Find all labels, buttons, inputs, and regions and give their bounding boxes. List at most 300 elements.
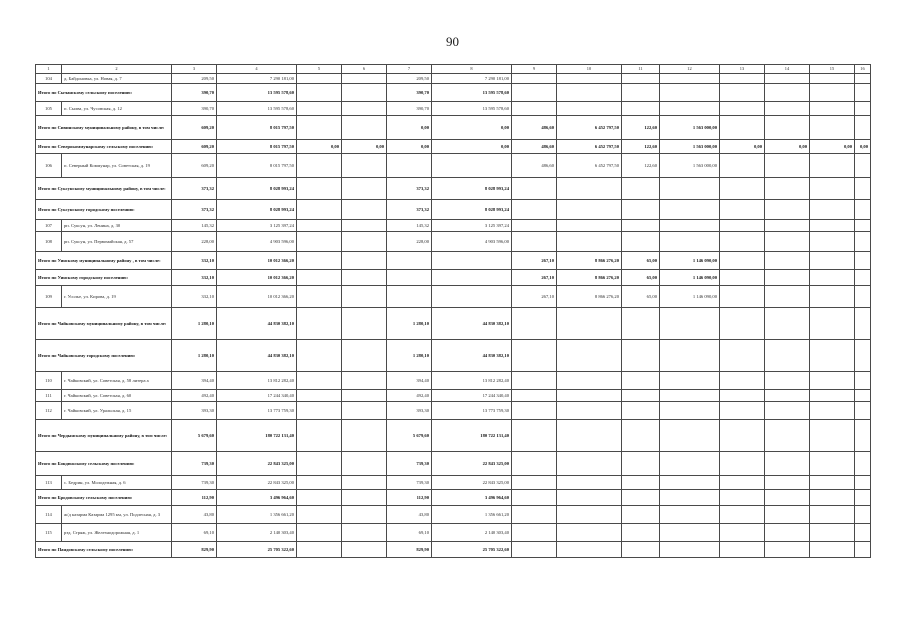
value-cell (512, 402, 557, 420)
subtotal-value-cell: 0,00 (810, 140, 855, 154)
subtotal-value-cell (660, 308, 720, 340)
row-number-cell: 115 (36, 524, 62, 542)
value-cell (810, 506, 855, 524)
value-cell (512, 390, 557, 402)
subtotal-value-cell (765, 452, 810, 476)
value-cell (660, 524, 720, 542)
subtotal-value-cell (855, 252, 871, 270)
subtotal-row (36, 452, 871, 476)
value-cell (342, 102, 387, 116)
subtotal-value-cell (810, 452, 855, 476)
value-cell (512, 74, 557, 84)
subtotal-value-cell (855, 308, 871, 340)
subtotal-value-cell: 13 595 578,60 (217, 84, 297, 102)
value-cell (720, 102, 765, 116)
subtotal-value-cell (660, 420, 720, 452)
subtotal-value-cell (765, 116, 810, 140)
column-number-row (36, 65, 871, 74)
row-number-cell: 112 (36, 402, 62, 420)
subtotal-value-cell: 829,90 (387, 542, 432, 558)
column-number-cell: 12 (660, 65, 720, 74)
page-number: 90 (446, 34, 459, 49)
value-cell (557, 524, 622, 542)
subtotal-value-cell: 0,00 (765, 140, 810, 154)
value-cell: 6 452 797,50 (557, 154, 622, 178)
value-cell (297, 286, 342, 308)
subtotal-value-cell: 332,10 (172, 252, 217, 270)
subtotal-value-cell (660, 452, 720, 476)
value-cell (342, 506, 387, 524)
value-cell (557, 102, 622, 116)
value-cell (297, 476, 342, 490)
table-row (36, 154, 871, 178)
subtotal-value-cell (720, 84, 765, 102)
value-cell (557, 476, 622, 490)
value-cell (810, 154, 855, 178)
value-cell (297, 102, 342, 116)
value-cell: 390,70 (387, 102, 432, 116)
subtotal-value-cell: 180 722 131,40 (217, 420, 297, 452)
subtotal-value-cell: 112,90 (172, 490, 217, 506)
value-cell (297, 74, 342, 84)
subtotal-value-cell (622, 452, 660, 476)
value-cell: 145,32 (387, 220, 432, 232)
value-cell (765, 102, 810, 116)
subtotal-value-cell (855, 452, 871, 476)
subtotal-value-cell: 22 843 325,00 (217, 452, 297, 476)
row-number-cell: 111 (36, 390, 62, 402)
subtotal-value-cell (810, 200, 855, 220)
value-cell (855, 476, 871, 490)
value-cell (720, 154, 765, 178)
value-cell (720, 524, 765, 542)
subtotal-value-cell (810, 116, 855, 140)
column-number-cell: 6 (342, 65, 387, 74)
value-cell (622, 506, 660, 524)
table-body (36, 65, 871, 558)
value-cell (622, 102, 660, 116)
subtotal-row (36, 116, 871, 140)
value-cell (855, 372, 871, 390)
subtotal-value-cell (765, 542, 810, 558)
subtotal-value-cell (297, 84, 342, 102)
subtotal-value-cell (810, 542, 855, 558)
value-cell: 13 595 578,60 (217, 102, 297, 116)
value-cell: 8 015 797,50 (217, 154, 297, 178)
value-cell (342, 74, 387, 84)
subtotal-value-cell: 3 496 964,60 (217, 490, 297, 506)
subtotal-row (36, 140, 871, 154)
value-cell: 4 903 596,00 (432, 232, 512, 252)
subtotal-value-cell (622, 200, 660, 220)
subtotal-row (36, 308, 871, 340)
subtotal-value-cell (342, 420, 387, 452)
column-number-cell: 11 (622, 65, 660, 74)
subtotal-value-cell (342, 252, 387, 270)
value-cell (512, 506, 557, 524)
subtotal-value-cell (855, 116, 871, 140)
register-table (35, 64, 871, 558)
value-cell: 609,20 (172, 154, 217, 178)
subtotal-row (36, 178, 871, 200)
row-number-cell: 105 (36, 102, 62, 116)
subtotal-value-cell: 8 015 797,50 (217, 140, 297, 154)
value-cell (432, 154, 512, 178)
value-cell: 394,40 (172, 372, 217, 390)
subtotal-value-cell (622, 542, 660, 558)
value-cell (622, 524, 660, 542)
row-number-cell: 107 (36, 220, 62, 232)
subtotal-value-cell: 1 563 000,00 (660, 116, 720, 140)
subtotal-label: Итого по Чайковскому городскому поселению: (36, 340, 172, 372)
value-cell (660, 74, 720, 84)
address-cell: с. Бедрин, ул. Молодежная, д. 6 (62, 476, 172, 490)
value-cell (720, 506, 765, 524)
subtotal-value-cell (342, 340, 387, 372)
subtotal-value-cell: 13 595 578,60 (432, 84, 512, 102)
subtotal-value-cell (512, 308, 557, 340)
address-cell: п. Северный Коммунар, ул. Советская, д. 19 (62, 154, 172, 178)
subtotal-value-cell (342, 200, 387, 220)
subtotal-value-cell (720, 252, 765, 270)
value-cell (810, 286, 855, 308)
value-cell (622, 476, 660, 490)
value-cell (720, 220, 765, 232)
value-cell (342, 154, 387, 178)
value-cell: 43,80 (387, 506, 432, 524)
value-cell (342, 524, 387, 542)
subtotal-value-cell: 122,60 (622, 140, 660, 154)
value-cell (512, 524, 557, 542)
subtotal-value-cell: 0,00 (432, 116, 512, 140)
value-cell (720, 476, 765, 490)
subtotal-value-cell (660, 490, 720, 506)
value-cell (660, 402, 720, 420)
value-cell (720, 390, 765, 402)
subtotal-value-cell: 829,90 (172, 542, 217, 558)
subtotal-value-cell (387, 270, 432, 286)
subtotal-row (36, 252, 871, 270)
value-cell: 739,30 (387, 476, 432, 490)
subtotal-label: Итого по Чердынскому муниципальному району, в том числе: (36, 420, 172, 452)
subtotal-value-cell (810, 84, 855, 102)
value-cell (660, 232, 720, 252)
value-cell (855, 154, 871, 178)
subtotal-value-cell (342, 308, 387, 340)
value-cell (297, 390, 342, 402)
subtotal-value-cell (297, 252, 342, 270)
subtotal-value-cell: 267,10 (512, 270, 557, 286)
subtotal-value-cell (855, 420, 871, 452)
subtotal-value-cell (557, 542, 622, 558)
value-cell: 1 356 661,20 (432, 506, 512, 524)
subtotal-value-cell (622, 420, 660, 452)
subtotal-value-cell: 1 146 090,00 (660, 270, 720, 286)
subtotal-value-cell: 0,00 (855, 140, 871, 154)
row-number-cell: 110 (36, 372, 62, 390)
subtotal-value-cell (765, 270, 810, 286)
subtotal-value-cell (512, 200, 557, 220)
subtotal-value-cell: 739,30 (172, 452, 217, 476)
subtotal-value-cell (557, 84, 622, 102)
value-cell (297, 402, 342, 420)
address-cell: д. Байдоновка, ул. Новая, д. 7 (62, 74, 172, 84)
subtotal-value-cell (432, 270, 512, 286)
value-cell (765, 154, 810, 178)
value-cell: 2 140 303,40 (432, 524, 512, 542)
table-row (36, 390, 871, 402)
subtotal-value-cell (342, 270, 387, 286)
subtotal-value-cell: 180 722 131,40 (432, 420, 512, 452)
subtotal-value-cell: 0,00 (387, 140, 432, 154)
address-cell: ж/д казарма Казарма 1295 км, ул. Подлесная, д. 3 (62, 506, 172, 524)
value-cell: 394,40 (387, 372, 432, 390)
subtotal-value-cell: 5 679,60 (172, 420, 217, 452)
subtotal-value-cell (342, 84, 387, 102)
subtotal-label: Итого по Суксунскому муниципальному району, в том числе: (36, 178, 172, 200)
value-cell (622, 402, 660, 420)
subtotal-label: Итого по Уинскому городскому поселению: (36, 270, 172, 286)
value-cell: 17 244 340,40 (432, 390, 512, 402)
value-cell: 267,10 (512, 286, 557, 308)
subtotal-label: Итого по Уинскому муниципальному району , в том числе: (36, 252, 172, 270)
column-number-cell: 15 (810, 65, 855, 74)
subtotal-value-cell: 373,32 (172, 200, 217, 220)
address-cell: г. Чайковский, ул. Советская, д. 60 (62, 390, 172, 402)
table-row (36, 232, 871, 252)
value-cell (810, 402, 855, 420)
subtotal-value-cell (432, 252, 512, 270)
subtotal-label: Итого по Бродовскому сельскому поселению: (36, 490, 172, 506)
value-cell (660, 220, 720, 232)
value-cell (765, 74, 810, 84)
subtotal-value-cell (342, 452, 387, 476)
subtotal-value-cell (557, 200, 622, 220)
subtotal-row (36, 490, 871, 506)
subtotal-value-cell: 0,00 (297, 140, 342, 154)
value-cell (342, 390, 387, 402)
subtotal-value-cell (557, 420, 622, 452)
value-cell (512, 102, 557, 116)
subtotal-value-cell: 609,20 (172, 140, 217, 154)
value-cell: 492,40 (172, 390, 217, 402)
value-cell (810, 102, 855, 116)
value-cell (720, 402, 765, 420)
value-cell: 13 812 282,40 (217, 372, 297, 390)
subtotal-value-cell (720, 270, 765, 286)
subtotal-row (36, 340, 871, 372)
subtotal-value-cell (810, 490, 855, 506)
subtotal-label: Итого по Северокоммунарскому сельскому поселению: (36, 140, 172, 154)
subtotal-row (36, 200, 871, 220)
table-row (36, 286, 871, 308)
subtotal-value-cell (810, 340, 855, 372)
register-table-container (35, 64, 870, 558)
value-cell (297, 506, 342, 524)
subtotal-value-cell (297, 542, 342, 558)
subtotal-value-cell (855, 84, 871, 102)
subtotal-value-cell: 390,70 (387, 84, 432, 102)
subtotal-value-cell: 609,20 (172, 116, 217, 140)
table-row (36, 524, 871, 542)
subtotal-value-cell: 8 028 993,24 (217, 200, 297, 220)
value-cell (660, 102, 720, 116)
value-cell: 4 903 596,00 (217, 232, 297, 252)
subtotal-row (36, 84, 871, 102)
subtotal-value-cell (342, 116, 387, 140)
table-row (36, 506, 871, 524)
value-cell (342, 286, 387, 308)
subtotal-value-cell (810, 178, 855, 200)
subtotal-value-cell (855, 340, 871, 372)
subtotal-value-cell: 8 015 797,50 (217, 116, 297, 140)
subtotal-value-cell: 0,00 (720, 140, 765, 154)
subtotal-value-cell: 0,00 (387, 116, 432, 140)
value-cell: 22 843 325,00 (432, 476, 512, 490)
value-cell: 393,30 (387, 402, 432, 420)
subtotal-value-cell: 122,60 (622, 116, 660, 140)
value-cell (557, 372, 622, 390)
value-cell (720, 286, 765, 308)
subtotal-value-cell (557, 340, 622, 372)
subtotal-value-cell: 10 012 366,20 (217, 252, 297, 270)
subtotal-value-cell (765, 252, 810, 270)
value-cell: 65,00 (622, 286, 660, 308)
subtotal-value-cell (765, 490, 810, 506)
value-cell: 228,00 (387, 232, 432, 252)
subtotal-value-cell (297, 116, 342, 140)
subtotal-value-cell (387, 252, 432, 270)
subtotal-value-cell (660, 200, 720, 220)
subtotal-value-cell (720, 308, 765, 340)
subtotal-value-cell (855, 490, 871, 506)
value-cell (660, 506, 720, 524)
subtotal-value-cell: 8 866 276,20 (557, 270, 622, 286)
address-cell: г. Чайковский, ул. Уральская, д. 15 (62, 402, 172, 420)
subtotal-value-cell: 5 679,60 (387, 420, 432, 452)
address-cell: рп. Суксун, ул. Первомайская, д. 57 (62, 232, 172, 252)
subtotal-value-cell: 486,60 (512, 116, 557, 140)
subtotal-value-cell: 373,32 (172, 178, 217, 200)
subtotal-value-cell (512, 340, 557, 372)
column-number-cell: 14 (765, 65, 810, 74)
value-cell: 1 356 661,20 (217, 506, 297, 524)
value-cell (622, 372, 660, 390)
subtotal-value-cell (297, 420, 342, 452)
subtotal-value-cell: 390,70 (172, 84, 217, 102)
subtotal-value-cell: 44 830 382,10 (217, 308, 297, 340)
subtotal-value-cell (557, 308, 622, 340)
subtotal-value-cell (660, 340, 720, 372)
value-cell (765, 402, 810, 420)
subtotal-value-cell: 8 028 993,24 (432, 178, 512, 200)
value-cell (557, 220, 622, 232)
value-cell (432, 286, 512, 308)
value-cell: 1 563 000,00 (660, 154, 720, 178)
value-cell (557, 402, 622, 420)
value-cell (810, 220, 855, 232)
subtotal-value-cell (622, 340, 660, 372)
table-row (36, 74, 871, 84)
subtotal-value-cell (855, 200, 871, 220)
value-cell (342, 402, 387, 420)
subtotal-value-cell: 25 705 322,60 (217, 542, 297, 558)
subtotal-value-cell: 739,30 (387, 452, 432, 476)
value-cell (387, 286, 432, 308)
value-cell (512, 220, 557, 232)
subtotal-value-cell: 0,00 (342, 140, 387, 154)
value-cell (557, 506, 622, 524)
value-cell: 8 866 276,20 (557, 286, 622, 308)
column-number-cell: 3 (172, 65, 217, 74)
subtotal-value-cell (720, 340, 765, 372)
subtotal-value-cell (512, 178, 557, 200)
value-cell: 486,60 (512, 154, 557, 178)
value-cell (297, 524, 342, 542)
subtotal-value-cell (660, 542, 720, 558)
value-cell (622, 74, 660, 84)
value-cell: 122,60 (622, 154, 660, 178)
address-cell: рзд. Стряж, ул. Железнодорожная, д. 1 (62, 524, 172, 542)
address-cell: рп. Суксун, ул. Ленина, д. 30 (62, 220, 172, 232)
value-cell (810, 74, 855, 84)
subtotal-value-cell: 8 028 993,24 (217, 178, 297, 200)
value-cell: 228,00 (172, 232, 217, 252)
subtotal-value-cell (557, 178, 622, 200)
subtotal-value-cell (297, 308, 342, 340)
subtotal-value-cell (720, 420, 765, 452)
subtotal-label: Итого по Суксунскому городскому поселению: (36, 200, 172, 220)
subtotal-value-cell (855, 178, 871, 200)
value-cell (660, 372, 720, 390)
value-cell: 13 595 578,60 (432, 102, 512, 116)
row-number-cell: 108 (36, 232, 62, 252)
value-cell (855, 390, 871, 402)
value-cell: 3 125 397,24 (217, 220, 297, 232)
subtotal-value-cell (720, 178, 765, 200)
subtotal-label: Итого по Сычанскому сельскому поселению: (36, 84, 172, 102)
value-cell (855, 524, 871, 542)
value-cell (297, 372, 342, 390)
value-cell (512, 372, 557, 390)
value-cell (810, 232, 855, 252)
subtotal-value-cell (557, 490, 622, 506)
value-cell (855, 102, 871, 116)
value-cell (557, 390, 622, 402)
subtotal-value-cell (810, 270, 855, 286)
value-cell: 13 773 759,30 (217, 402, 297, 420)
value-cell (720, 232, 765, 252)
subtotal-value-cell: 1 280,10 (387, 340, 432, 372)
column-number-cell: 10 (557, 65, 622, 74)
column-number-cell: 4 (217, 65, 297, 74)
subtotal-value-cell (512, 452, 557, 476)
subtotal-value-cell (765, 340, 810, 372)
subtotal-value-cell (810, 308, 855, 340)
value-cell (810, 476, 855, 490)
value-cell (342, 220, 387, 232)
value-cell (622, 220, 660, 232)
subtotal-value-cell (660, 178, 720, 200)
value-cell: 2 140 303,40 (217, 524, 297, 542)
subtotal-value-cell: 1 280,10 (172, 340, 217, 372)
table-row (36, 102, 871, 116)
column-number-cell: 5 (297, 65, 342, 74)
value-cell (557, 74, 622, 84)
subtotal-value-cell: 3 496 964,60 (432, 490, 512, 506)
table-row (36, 476, 871, 490)
row-number-cell: 109 (36, 286, 62, 308)
